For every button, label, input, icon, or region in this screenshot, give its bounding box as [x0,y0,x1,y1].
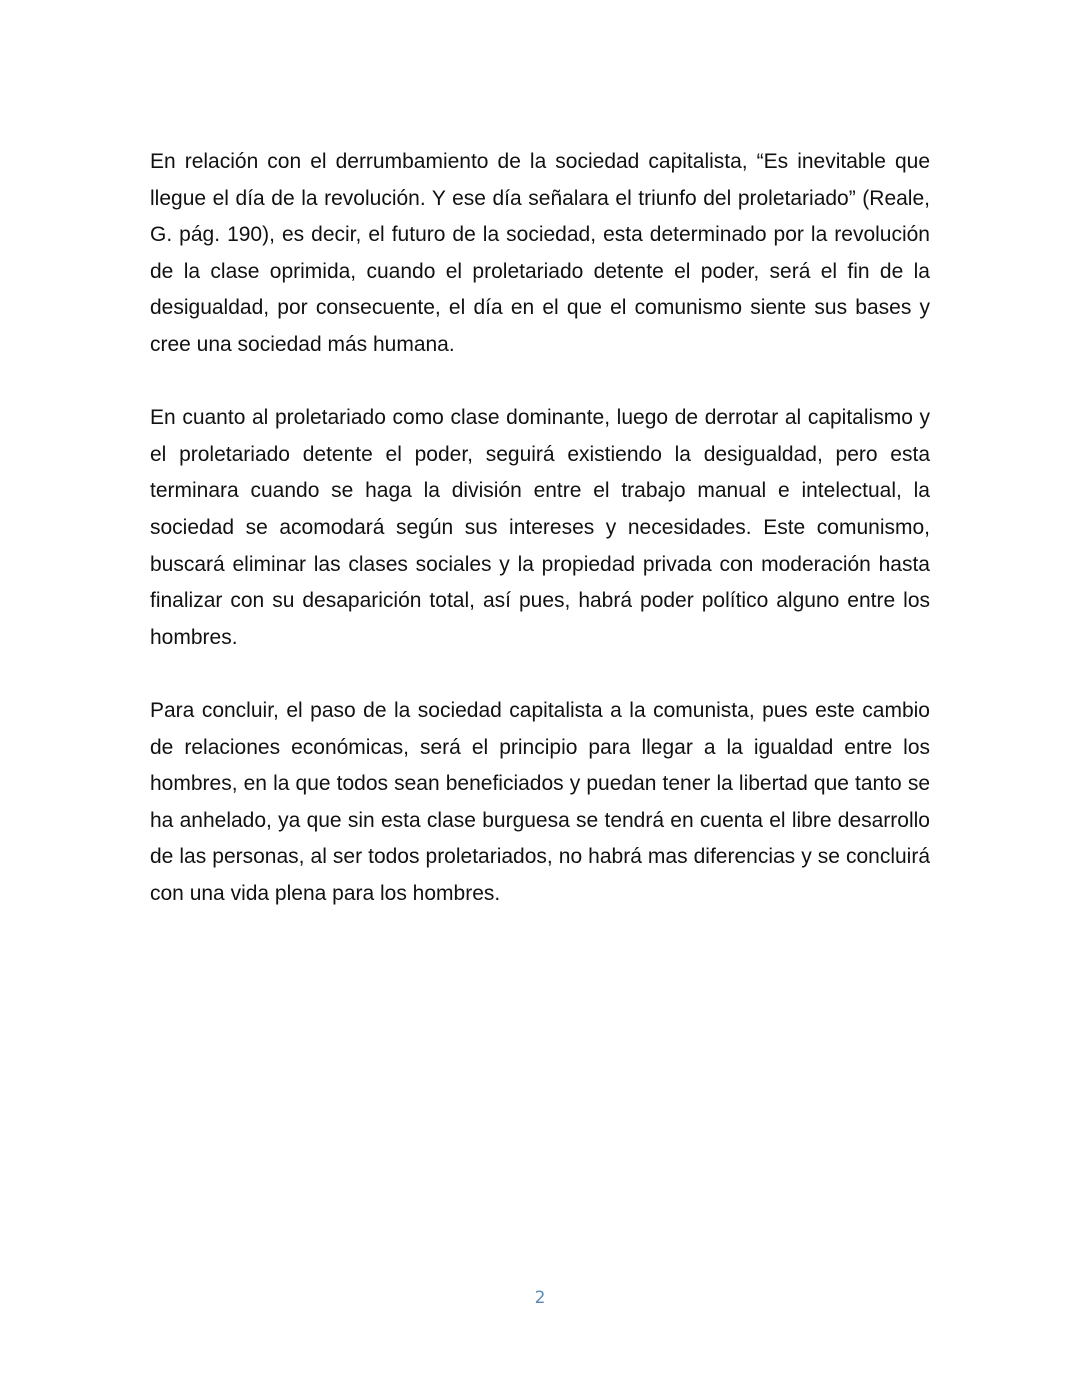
paragraph-2: En cuanto al proletariado como clase dominante, luego de derrotar al capitalismo y el proletariado detente el poder, seguirá existiendo la desigualdad, pero esta terminara cuando se haga la división entre el trabajo manual e intelectual, la sociedad se acomodará según sus intereses y necesidades. Este comunismo, buscará eliminar las clases sociales y la propiedad privada con moderación hasta finalizar con su desaparición total, así pues, habrá poder político alguno entre los hombres. [150,406,930,649]
paragraph-1: En relación con el derrumbamiento de la sociedad capitalista, “Es inevitable que llegue el día de la revolución. Y ese día señalara el triunfo del proletariado” (Reale, G. pág. 190), es decir, el futuro de la sociedad, esta determinado por la revolución de la clase oprimida, cuando el proletariado detente el poder, será el fin de la desigualdad, por consecuente, el día en el que el comunismo siente sus bases y cree una sociedad más humana. [150,150,930,356]
paragraph-3: Para concluir, el paso de la sociedad capitalista a la comunista, pues este cambio de relaciones económicas, será el principio para llegar a la igualdad entre los hombres, en la que todos sean beneficiados y puedan tener la libertad que tanto se ha anhelado, ya que sin esta clase burguesa se tendrá en cuenta el libre desarrollo de las personas, al ser todos proletariados, no habrá mas diferencias y se concluirá con una vida plena para los hombres. [150,698,930,905]
document-body [150,144,930,949]
page-number: 2 [534,1288,546,1308]
